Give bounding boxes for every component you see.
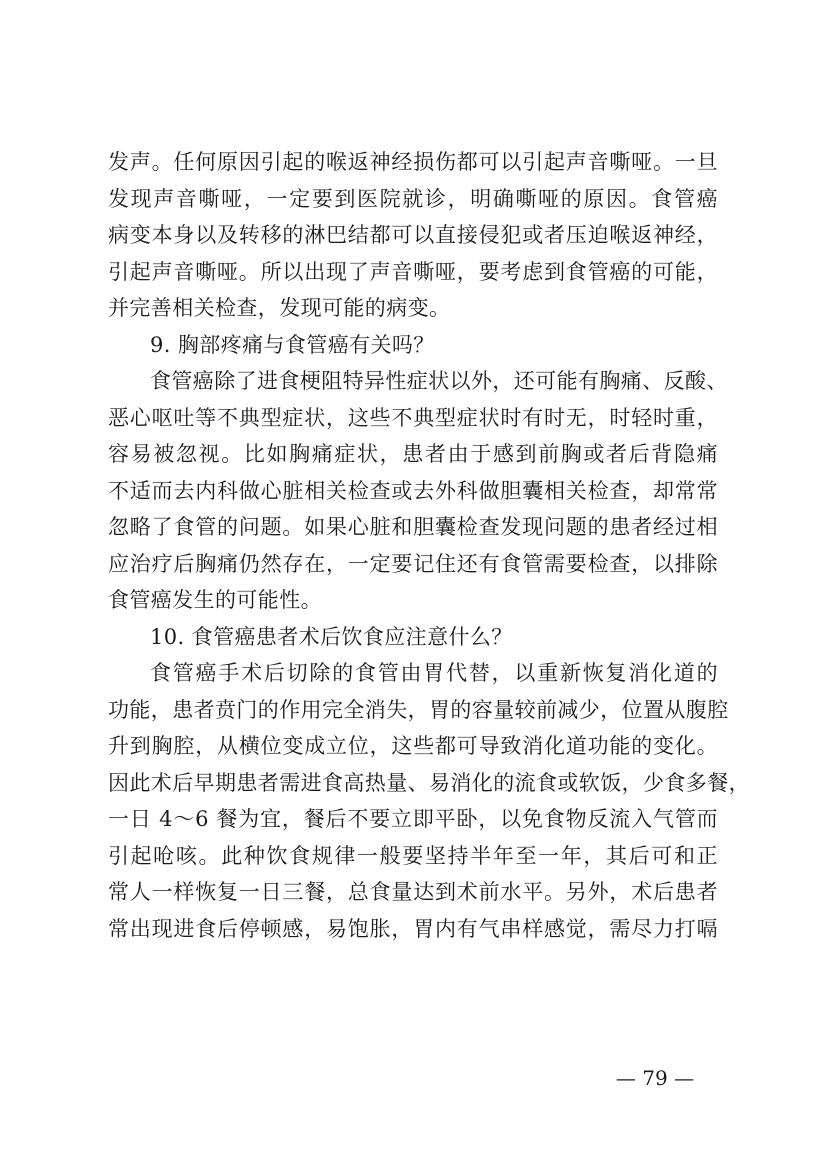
paragraph-2-line-2: 恶心呕吐等不典型症状，这些不典型症状时有时无，时轻时重， — [108, 406, 718, 430]
paragraph-3-line-1: 食管癌手术后切除的食管由胃代替，以重新恢复消化道的 — [150, 661, 718, 685]
paragraph-1-line-1: 发声。任何原因引起的喉返神经损伤都可以引起声音嘶哑。一旦 — [108, 150, 718, 174]
paragraph-1-line-2: 发现声音嘶哑，一定要到医院就诊，明确嘶哑的原因。食管癌 — [108, 187, 718, 211]
paragraph-1-line-5: 并完善相关检查，发现可能的病变。 — [108, 296, 451, 320]
paragraph-2-line-1: 食管癌除了进食梗阻特异性症状以外，还可能有胸痛、反酸、 — [150, 369, 728, 393]
paragraph-3-line-7: 常人一样恢复一日三餐，总食量达到术前水平。另外，术后患者 — [108, 880, 718, 904]
paragraph-3-line-6: 引起呛咳。此种饮食规律一般要坚持半年至一年，其后可和正 — [108, 844, 718, 868]
paragraph-1-line-4: 引起声音嘶哑。所以出现了声音嘶哑，要考虑到食管癌的可能， — [108, 260, 718, 284]
paragraph-2-line-3: 容易被忽视。比如胸痛症状，患者由于感到前胸或者后背隐痛 — [108, 442, 718, 466]
paragraph-2-line-4: 不适而去内科做心脏相关检查或去外科做胆囊相关检查，却常常 — [108, 479, 718, 503]
paragraph-3-line-2: 功能，患者贲门的作用完全消失，胃的容量较前减少，位置从腹腔 — [108, 698, 729, 722]
paragraph-2-line-5: 忽略了食管的问题。如果心脏和胆囊检查发现问题的患者经过相 — [108, 515, 718, 539]
paragraph-3-line-8: 常出现进食后停顿感，易饱胀，胃内有气串样感觉，需尽力打嗝 — [108, 917, 718, 941]
paragraph-3-line-5: 一日 4～6 餐为宜，餐后不要立即平卧，以免食物反流入气管而 — [108, 807, 718, 831]
paragraph-1-line-3: 病变本身以及转移的淋巴结都可以直接侵犯或者压迫喉返神经， — [108, 223, 718, 247]
paragraph-2-line-6: 应治疗后胸痛仍然存在，一定要记住还有食管需要检查，以排除 — [108, 552, 718, 576]
question-10-heading: 10. 食管癌患者术后饮食应注意什么？ — [150, 625, 513, 649]
question-9-heading: 9. 胸部疼痛与食管癌有关吗？ — [150, 333, 435, 357]
paragraph-3-line-3: 升到胸腔，从横位变成立位，这些都可导致消化道功能的变化。 — [108, 734, 718, 758]
paragraph-3-line-4: 因此术后早期患者需进食高热量、易消化的流食或软饭，少食多餐， — [108, 771, 750, 795]
paragraph-2-line-7: 食管癌发生的可能性。 — [108, 588, 322, 612]
page-number: — 79 — — [615, 1066, 695, 1090]
